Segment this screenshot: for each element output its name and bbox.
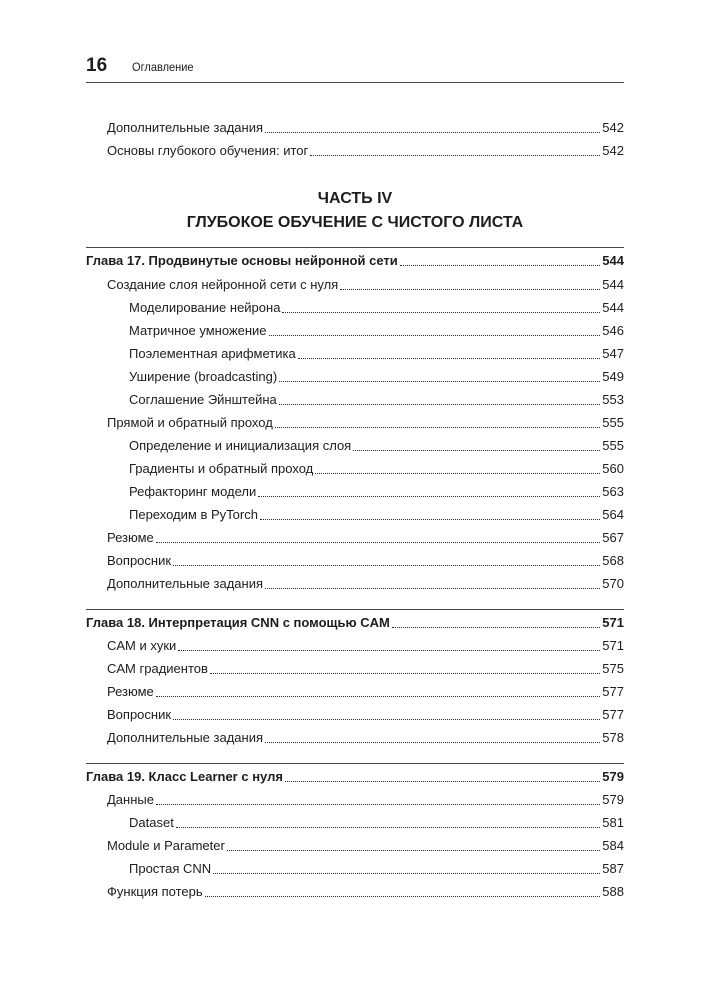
toc-entry-label: Дополнительные задания bbox=[107, 120, 264, 135]
toc-entry-page: 584 bbox=[602, 838, 624, 853]
leader-dots bbox=[310, 154, 600, 156]
leader-dots bbox=[269, 334, 601, 336]
chapter-page: 579 bbox=[602, 769, 624, 784]
toc-entry-label: Уширение (broadcasting) bbox=[129, 369, 278, 384]
page-number: 16 bbox=[86, 55, 108, 76]
leader-dots bbox=[282, 311, 600, 313]
leader-dots bbox=[176, 826, 600, 828]
toc-entry-page: 542 bbox=[602, 120, 624, 135]
divider bbox=[86, 609, 624, 610]
toc-entry-page: 553 bbox=[602, 392, 624, 407]
leader-dots bbox=[340, 288, 600, 290]
toc-entry-page: 577 bbox=[602, 684, 624, 699]
chapter-entry-19[interactable] bbox=[86, 768, 624, 786]
chapter-page: 544 bbox=[602, 253, 624, 268]
toc-entry[interactable] bbox=[107, 575, 624, 593]
leader-dots bbox=[260, 518, 600, 520]
chapter-entry-18[interactable] bbox=[86, 614, 624, 632]
toc-entry-label: Соглашение Эйнштейна bbox=[129, 392, 277, 407]
toc-entry-label: Резюме bbox=[107, 684, 154, 699]
toc-entry-label: CAM градиентов bbox=[107, 661, 208, 676]
part-title-heading: ГЛУБОКОЕ ОБУЧЕНИЕ С ЧИСТОГО ЛИСТА bbox=[186, 214, 524, 231]
toc-entry[interactable] bbox=[107, 529, 624, 547]
toc-entry[interactable] bbox=[107, 552, 624, 570]
divider bbox=[86, 763, 624, 764]
toc-entry-page: 555 bbox=[602, 415, 624, 430]
leader-dots bbox=[265, 587, 600, 589]
toc-entry[interactable] bbox=[107, 729, 624, 747]
chapter-entry-17[interactable] bbox=[86, 252, 624, 270]
toc-entry-label: Рефакторинг модели bbox=[129, 484, 257, 499]
toc-entry-label: Данные bbox=[107, 792, 154, 807]
toc-entry-page: 544 bbox=[602, 300, 624, 315]
leader-dots bbox=[156, 695, 601, 697]
toc-entry[interactable] bbox=[107, 791, 624, 809]
toc-entry-page: 544 bbox=[602, 277, 624, 292]
toc-entry-page: 560 bbox=[602, 461, 624, 476]
toc-entry-page: 568 bbox=[602, 553, 624, 568]
leader-dots bbox=[285, 780, 600, 782]
toc-entry-page: 564 bbox=[602, 507, 624, 522]
toc-entry-page: 547 bbox=[602, 346, 624, 361]
leader-dots bbox=[275, 426, 600, 428]
toc-entry-label: Прямой и обратный проход bbox=[107, 415, 273, 430]
leader-dots bbox=[353, 449, 600, 451]
toc-entry-page: 542 bbox=[602, 143, 624, 158]
chapter-title: Глава 19. Класс Learner с нуля bbox=[86, 769, 283, 784]
toc-entry[interactable] bbox=[129, 483, 624, 501]
toc-entry-page: 571 bbox=[602, 638, 624, 653]
page-header bbox=[86, 55, 624, 83]
toc-entry-page: 581 bbox=[602, 815, 624, 830]
toc-entry[interactable] bbox=[107, 142, 624, 160]
toc-entry-label: CAM и хуки bbox=[107, 638, 177, 653]
toc-entry-label: Поэлементная арифметика bbox=[129, 346, 296, 361]
toc-entry[interactable] bbox=[107, 660, 624, 678]
toc-entry[interactable] bbox=[129, 368, 624, 386]
toc-entry-page: 578 bbox=[602, 730, 624, 745]
toc-entry-label: Градиенты и обратный проход bbox=[129, 461, 314, 476]
leader-dots bbox=[258, 495, 600, 497]
toc-entry[interactable] bbox=[129, 460, 624, 478]
leader-dots bbox=[400, 264, 601, 266]
leader-dots bbox=[210, 672, 600, 674]
toc-entry-label: Dataset bbox=[129, 815, 174, 830]
toc-entry[interactable] bbox=[107, 414, 624, 432]
toc-entry-label: Резюме bbox=[107, 530, 154, 545]
toc-entry-page: 567 bbox=[602, 530, 624, 545]
toc-entry-label: Основы глубокого обучения: итог bbox=[107, 143, 309, 158]
toc-entry[interactable] bbox=[129, 322, 624, 340]
toc-entry-page: 579 bbox=[602, 792, 624, 807]
toc-entry[interactable] bbox=[129, 391, 624, 409]
toc-entry[interactable] bbox=[107, 883, 624, 901]
running-title: Оглавление bbox=[132, 60, 194, 74]
leader-dots bbox=[173, 564, 600, 566]
leader-dots bbox=[265, 741, 600, 743]
chapter-page: 571 bbox=[602, 615, 624, 630]
toc-entry-label: Дополнительные задания bbox=[107, 730, 264, 745]
toc-entry-page: 555 bbox=[602, 438, 624, 453]
chapter-title: Глава 18. Интерпретация CNN с помощью CAM bbox=[86, 615, 390, 630]
toc-entry-label: Дополнительные задания bbox=[107, 576, 264, 591]
leader-dots bbox=[315, 472, 600, 474]
toc-entry[interactable] bbox=[129, 345, 624, 363]
part-number-heading: ЧАСТЬ IV bbox=[317, 190, 393, 207]
leader-dots bbox=[213, 872, 600, 874]
toc-entry[interactable] bbox=[107, 683, 624, 701]
toc-entry-page: 587 bbox=[602, 861, 624, 876]
toc-entry[interactable] bbox=[107, 637, 624, 655]
toc-entry-label: Переходим в PyTorch bbox=[129, 507, 258, 522]
toc-entry-page: 546 bbox=[602, 323, 624, 338]
toc-entry[interactable] bbox=[129, 814, 624, 832]
leader-dots bbox=[156, 803, 600, 805]
toc-entry[interactable] bbox=[107, 837, 624, 855]
toc-entry-page: 563 bbox=[602, 484, 624, 499]
toc-entry-label: Простая CNN bbox=[129, 861, 212, 876]
leader-dots bbox=[227, 849, 600, 851]
leader-dots bbox=[392, 626, 600, 628]
toc-entry[interactable] bbox=[129, 437, 624, 455]
toc-entry-label: Создание слоя нейронной сети с нуля bbox=[107, 277, 339, 292]
chapter-title: Глава 17. Продвинутые основы нейронной сети bbox=[86, 253, 398, 268]
toc-entry-page: 577 bbox=[602, 707, 624, 722]
toc-entry-label: Вопросник bbox=[107, 553, 172, 568]
toc-entry-label: Определение и инициализация слоя bbox=[129, 438, 352, 453]
leader-dots bbox=[279, 403, 601, 405]
toc-entry-page: 575 bbox=[602, 661, 624, 676]
toc-entry-page: 588 bbox=[602, 884, 624, 899]
leader-dots bbox=[265, 131, 600, 133]
toc-entry-label: Module и Parameter bbox=[107, 838, 225, 853]
toc-entry-label: Функция потерь bbox=[107, 884, 203, 899]
toc-entry[interactable] bbox=[107, 276, 624, 294]
toc-entry-label: Матричное умножение bbox=[129, 323, 267, 338]
leader-dots bbox=[156, 541, 601, 543]
toc-entry[interactable] bbox=[107, 706, 624, 724]
toc-entry[interactable] bbox=[107, 119, 624, 137]
leader-dots bbox=[173, 718, 600, 720]
toc-entry-page: 549 bbox=[602, 369, 624, 384]
leader-dots bbox=[205, 895, 601, 897]
toc-entry[interactable] bbox=[129, 860, 624, 878]
divider bbox=[86, 247, 624, 248]
leader-dots bbox=[298, 357, 601, 359]
leader-dots bbox=[279, 380, 600, 382]
toc-entry[interactable] bbox=[129, 506, 624, 524]
leader-dots bbox=[178, 649, 600, 651]
toc-entry-page: 570 bbox=[602, 576, 624, 591]
toc-entry-label: Вопросник bbox=[107, 707, 172, 722]
toc-entry[interactable] bbox=[129, 299, 624, 317]
toc-entry-label: Моделирование нейрона bbox=[129, 300, 281, 315]
